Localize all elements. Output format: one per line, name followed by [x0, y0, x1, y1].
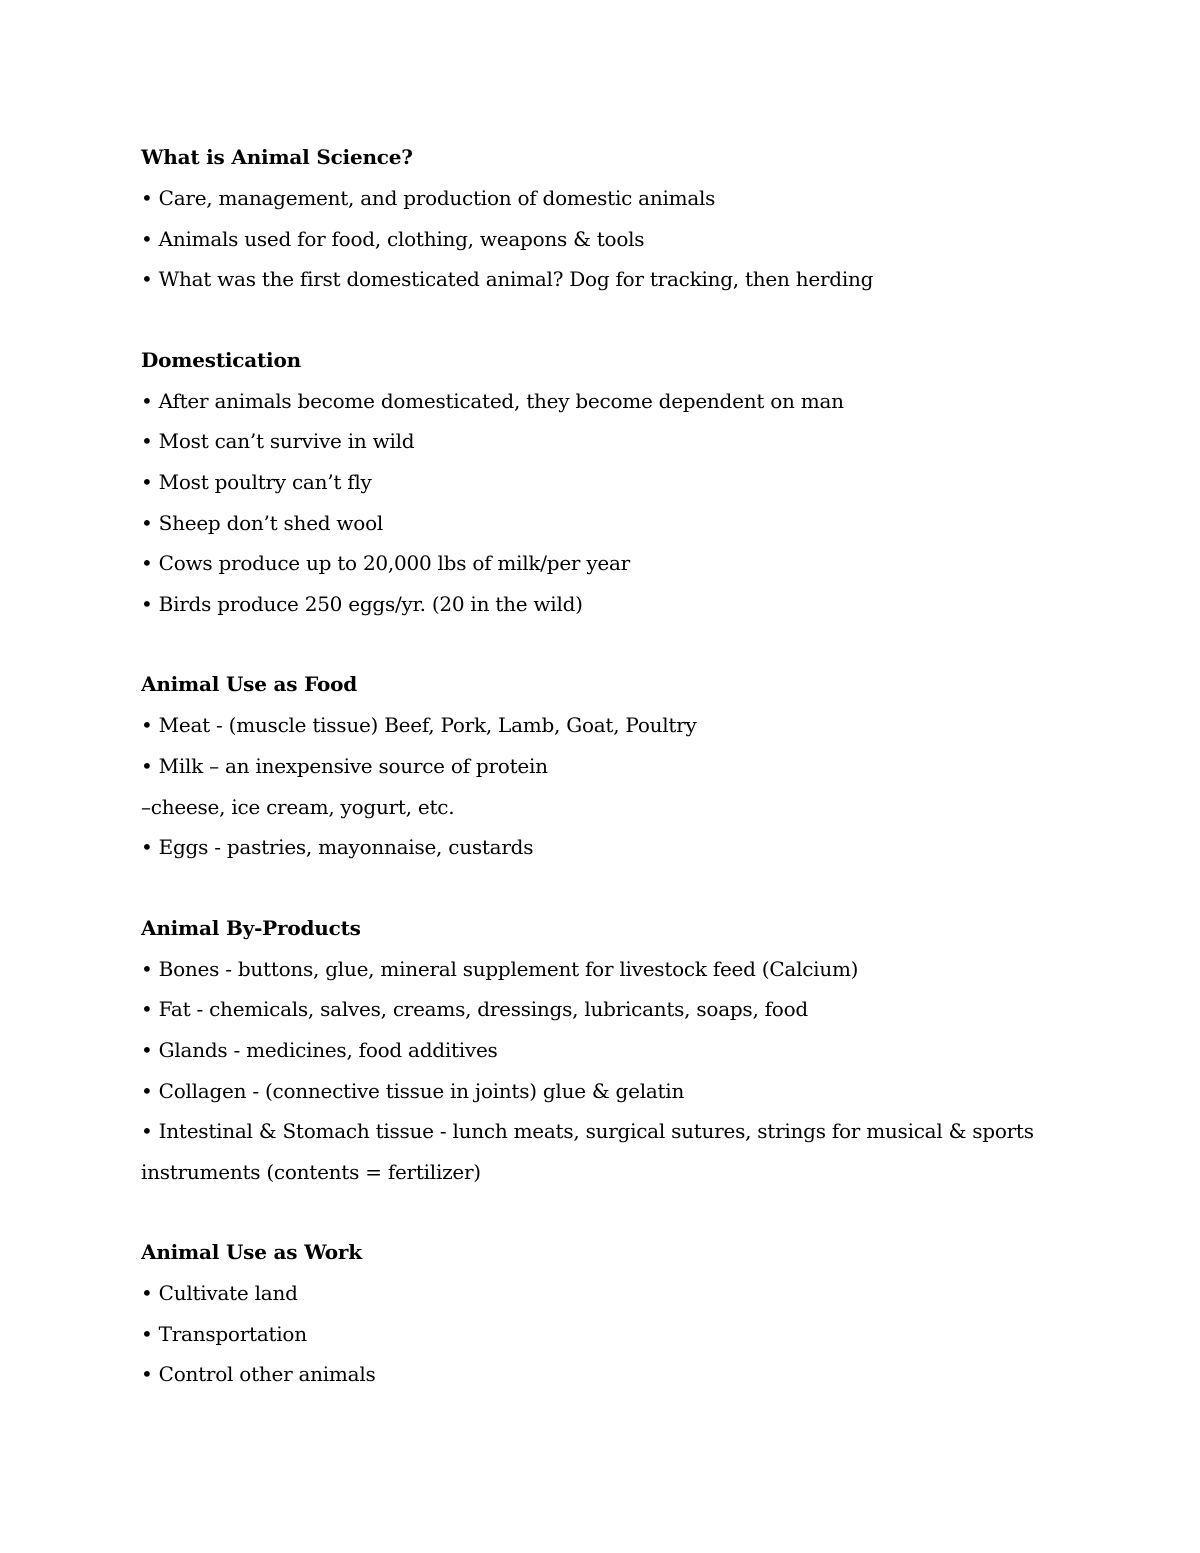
bullet-item: • After animals become domesticated, they become dependent on man: [141, 388, 844, 413]
bullet-item: • Collagen - (connective tissue in joints) glue & gelatin: [141, 1078, 685, 1103]
bullet-item: • Most can’t survive in wild: [141, 429, 415, 454]
section-use-as-work: [141, 1232, 1041, 1395]
bullet-item: • Transportation: [141, 1321, 307, 1346]
sub-item: –cheese, ice cream, yogurt, etc.: [141, 794, 455, 819]
section-by-products: [141, 908, 1041, 1193]
bullet-item: • Meat - (muscle tissue) Beef, Pork, Lamb, Goat, Poultry: [141, 713, 697, 738]
bullet-item: • Sheep don’t shed wool: [141, 510, 384, 535]
bullet-item: • Most poultry can’t fly: [141, 469, 372, 494]
section-heading: Animal Use as Food: [141, 672, 358, 697]
section-use-as-food: [141, 664, 1041, 867]
section-heading: Animal By-Products: [141, 915, 361, 940]
section-heading: What is Animal Science?: [141, 145, 413, 169]
section-heading: Domestication: [141, 347, 301, 372]
bullet-item: • Cows produce up to 20,000 lbs of milk/per year: [141, 551, 630, 576]
document-body: [141, 137, 1041, 1435]
bullet-item: • Glands - medicines, food additives: [141, 1037, 498, 1062]
bullet-item: • What was the first domesticated animal? Dog for tracking, then herding: [141, 267, 874, 292]
bullet-item: • Care, management, and production of domestic animals: [141, 186, 716, 210]
bullet-item: • Eggs - pastries, mayonnaise, custards: [141, 835, 534, 860]
bullet-item: • Milk – an inexpensive source of protein: [141, 753, 548, 778]
bullet-item: • Control other animals: [141, 1362, 376, 1387]
bullet-item: • Birds produce 250 eggs/yr. (20 in the wild): [141, 591, 583, 616]
section-heading: Animal Use as Work: [141, 1240, 362, 1265]
continuation-line: instruments (contents = fertilizer): [141, 1159, 481, 1184]
section-animal-science: [141, 137, 1041, 300]
bullet-item: • Animals used for food, clothing, weapons & tools: [141, 226, 645, 251]
section-domestication: [141, 340, 1041, 625]
bullet-item: • Fat - chemicals, salves, creams, dressings, lubricants, soaps, food: [141, 997, 808, 1022]
bullet-item: • Intestinal & Stomach tissue - lunch meats, surgical sutures, strings for musical & sports: [141, 1119, 1034, 1144]
bullet-item: • Bones - buttons, glue, mineral supplement for livestock feed (Calcium): [141, 956, 859, 981]
bullet-item: • Cultivate land: [141, 1281, 298, 1306]
